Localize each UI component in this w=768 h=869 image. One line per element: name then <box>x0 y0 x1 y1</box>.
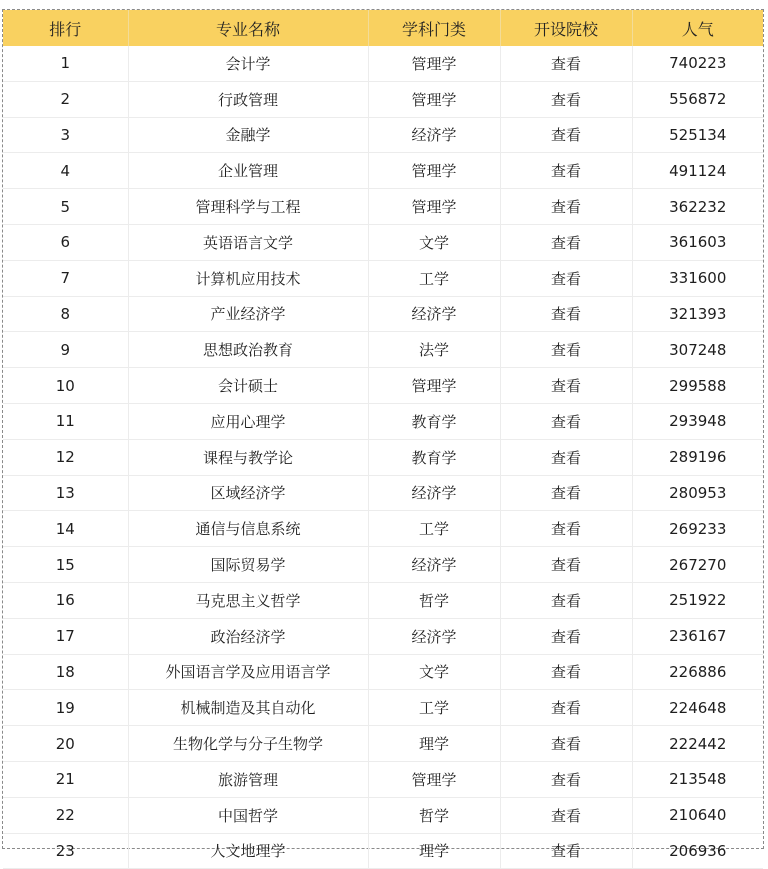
major-name-cell[interactable]: 应用心理学 <box>128 403 368 439</box>
major-name-cell[interactable]: 金融学 <box>128 117 368 153</box>
category-cell: 教育学 <box>368 403 500 439</box>
table-row <box>3 332 763 368</box>
table-row <box>3 260 763 296</box>
major-ranking-table <box>3 10 763 869</box>
rank-cell: 9 <box>3 332 128 368</box>
major-name-cell[interactable]: 马克思主义哲学 <box>128 582 368 618</box>
popularity-cell: 362232 <box>632 189 763 225</box>
major-name-cell[interactable]: 人文地理学 <box>128 833 368 869</box>
table-row <box>3 833 763 869</box>
popularity-cell: 289196 <box>632 439 763 475</box>
rank-cell: 11 <box>3 403 128 439</box>
table-row <box>3 46 763 81</box>
popularity-cell: 269233 <box>632 511 763 547</box>
view-schools-link[interactable]: 查看 <box>500 618 632 654</box>
popularity-cell: 213548 <box>632 761 763 797</box>
view-schools-link[interactable]: 查看 <box>500 296 632 332</box>
major-name-cell[interactable]: 产业经济学 <box>128 296 368 332</box>
table-row <box>3 726 763 762</box>
rank-cell: 8 <box>3 296 128 332</box>
view-schools-link[interactable]: 查看 <box>500 547 632 583</box>
category-cell: 理学 <box>368 726 500 762</box>
table-row <box>3 761 763 797</box>
rank-cell: 21 <box>3 761 128 797</box>
major-name-cell[interactable]: 会计学 <box>128 46 368 81</box>
popularity-cell: 210640 <box>632 797 763 833</box>
category-cell: 教育学 <box>368 439 500 475</box>
header-schools: 开设院校 <box>500 10 632 46</box>
rank-cell: 4 <box>3 153 128 189</box>
view-schools-link[interactable]: 查看 <box>500 368 632 404</box>
popularity-cell: 267270 <box>632 547 763 583</box>
rank-cell: 14 <box>3 511 128 547</box>
popularity-cell: 361603 <box>632 224 763 260</box>
major-name-cell[interactable]: 区域经济学 <box>128 475 368 511</box>
view-schools-link[interactable]: 查看 <box>500 726 632 762</box>
popularity-cell: 226886 <box>632 654 763 690</box>
view-schools-link[interactable]: 查看 <box>500 117 632 153</box>
popularity-cell: 556872 <box>632 81 763 117</box>
category-cell: 经济学 <box>368 117 500 153</box>
category-cell: 经济学 <box>368 296 500 332</box>
popularity-cell: 321393 <box>632 296 763 332</box>
popularity-cell: 491124 <box>632 153 763 189</box>
table-row <box>3 81 763 117</box>
table-row <box>3 153 763 189</box>
popularity-cell: 331600 <box>632 260 763 296</box>
category-cell: 理学 <box>368 833 500 869</box>
major-name-cell[interactable]: 思想政治教育 <box>128 332 368 368</box>
popularity-cell: 206936 <box>632 833 763 869</box>
table-row <box>3 296 763 332</box>
category-cell: 管理学 <box>368 368 500 404</box>
rank-cell: 2 <box>3 81 128 117</box>
major-name-cell[interactable]: 计算机应用技术 <box>128 260 368 296</box>
view-schools-link[interactable]: 查看 <box>500 403 632 439</box>
table-row <box>3 224 763 260</box>
view-schools-link[interactable]: 查看 <box>500 439 632 475</box>
table-row <box>3 475 763 511</box>
table-row <box>3 189 763 225</box>
category-cell: 管理学 <box>368 761 500 797</box>
major-name-cell[interactable]: 生物化学与分子生物学 <box>128 726 368 762</box>
category-cell: 管理学 <box>368 153 500 189</box>
rank-cell: 15 <box>3 547 128 583</box>
view-schools-link[interactable]: 查看 <box>500 511 632 547</box>
view-schools-link[interactable]: 查看 <box>500 46 632 81</box>
view-schools-link[interactable]: 查看 <box>500 761 632 797</box>
popularity-cell: 222442 <box>632 726 763 762</box>
major-name-cell[interactable]: 管理科学与工程 <box>128 189 368 225</box>
table-row <box>3 439 763 475</box>
rank-cell: 20 <box>3 726 128 762</box>
table-row <box>3 368 763 404</box>
major-name-cell[interactable]: 会计硕士 <box>128 368 368 404</box>
rank-cell: 23 <box>3 833 128 869</box>
rank-cell: 10 <box>3 368 128 404</box>
major-name-cell[interactable]: 旅游管理 <box>128 761 368 797</box>
view-schools-link[interactable]: 查看 <box>500 224 632 260</box>
view-schools-link[interactable]: 查看 <box>500 332 632 368</box>
view-schools-link[interactable]: 查看 <box>500 260 632 296</box>
ranking-table-frame <box>2 9 764 861</box>
view-schools-link[interactable]: 查看 <box>500 582 632 618</box>
popularity-cell: 740223 <box>632 46 763 81</box>
table-body <box>3 46 763 869</box>
major-name-cell[interactable]: 课程与教学论 <box>128 439 368 475</box>
major-name-cell[interactable]: 机械制造及其自动化 <box>128 690 368 726</box>
popularity-cell: 525134 <box>632 117 763 153</box>
rank-cell: 7 <box>3 260 128 296</box>
major-name-cell[interactable]: 外国语言学及应用语言学 <box>128 654 368 690</box>
rank-cell: 16 <box>3 582 128 618</box>
category-cell: 文学 <box>368 654 500 690</box>
popularity-cell: 251922 <box>632 582 763 618</box>
major-name-cell[interactable]: 国际贸易学 <box>128 547 368 583</box>
header-popularity: 人气 <box>632 10 763 46</box>
popularity-cell: 280953 <box>632 475 763 511</box>
view-schools-link[interactable]: 查看 <box>500 654 632 690</box>
category-cell: 法学 <box>368 332 500 368</box>
popularity-cell: 224648 <box>632 690 763 726</box>
rank-cell: 1 <box>3 46 128 81</box>
table-row <box>3 547 763 583</box>
view-schools-link[interactable]: 查看 <box>500 189 632 225</box>
view-schools-link[interactable]: 查看 <box>500 797 632 833</box>
rank-cell: 5 <box>3 189 128 225</box>
view-schools-link[interactable]: 查看 <box>500 833 632 869</box>
table-row <box>3 654 763 690</box>
rank-cell: 13 <box>3 475 128 511</box>
category-cell: 文学 <box>368 224 500 260</box>
table-row <box>3 618 763 654</box>
category-cell: 管理学 <box>368 189 500 225</box>
table-row <box>3 690 763 726</box>
table-row <box>3 582 763 618</box>
table-row <box>3 797 763 833</box>
rank-cell: 6 <box>3 224 128 260</box>
category-cell: 工学 <box>368 690 500 726</box>
table-row <box>3 511 763 547</box>
major-name-cell[interactable]: 中国哲学 <box>128 797 368 833</box>
header-rank: 排行 <box>3 10 128 46</box>
major-name-cell[interactable]: 通信与信息系统 <box>128 511 368 547</box>
view-schools-link[interactable]: 查看 <box>500 153 632 189</box>
category-cell: 经济学 <box>368 618 500 654</box>
category-cell: 哲学 <box>368 797 500 833</box>
major-name-cell[interactable]: 政治经济学 <box>128 618 368 654</box>
table-row <box>3 403 763 439</box>
category-cell: 管理学 <box>368 46 500 81</box>
category-cell: 工学 <box>368 260 500 296</box>
table-header-row <box>3 10 763 46</box>
header-major-name: 专业名称 <box>128 10 368 46</box>
view-schools-link[interactable]: 查看 <box>500 475 632 511</box>
popularity-cell: 236167 <box>632 618 763 654</box>
rank-cell: 17 <box>3 618 128 654</box>
category-cell: 哲学 <box>368 582 500 618</box>
category-cell: 经济学 <box>368 475 500 511</box>
header-category: 学科门类 <box>368 10 500 46</box>
category-cell: 管理学 <box>368 81 500 117</box>
popularity-cell: 293948 <box>632 403 763 439</box>
rank-cell: 19 <box>3 690 128 726</box>
major-name-cell[interactable]: 英语语言文学 <box>128 224 368 260</box>
view-schools-link[interactable]: 查看 <box>500 81 632 117</box>
category-cell: 经济学 <box>368 547 500 583</box>
rank-cell: 18 <box>3 654 128 690</box>
major-name-cell[interactable]: 企业管理 <box>128 153 368 189</box>
rank-cell: 3 <box>3 117 128 153</box>
major-name-cell[interactable]: 行政管理 <box>128 81 368 117</box>
view-schools-link[interactable]: 查看 <box>500 690 632 726</box>
category-cell: 工学 <box>368 511 500 547</box>
popularity-cell: 299588 <box>632 368 763 404</box>
rank-cell: 12 <box>3 439 128 475</box>
rank-cell: 22 <box>3 797 128 833</box>
popularity-cell: 307248 <box>632 332 763 368</box>
table-row <box>3 117 763 153</box>
